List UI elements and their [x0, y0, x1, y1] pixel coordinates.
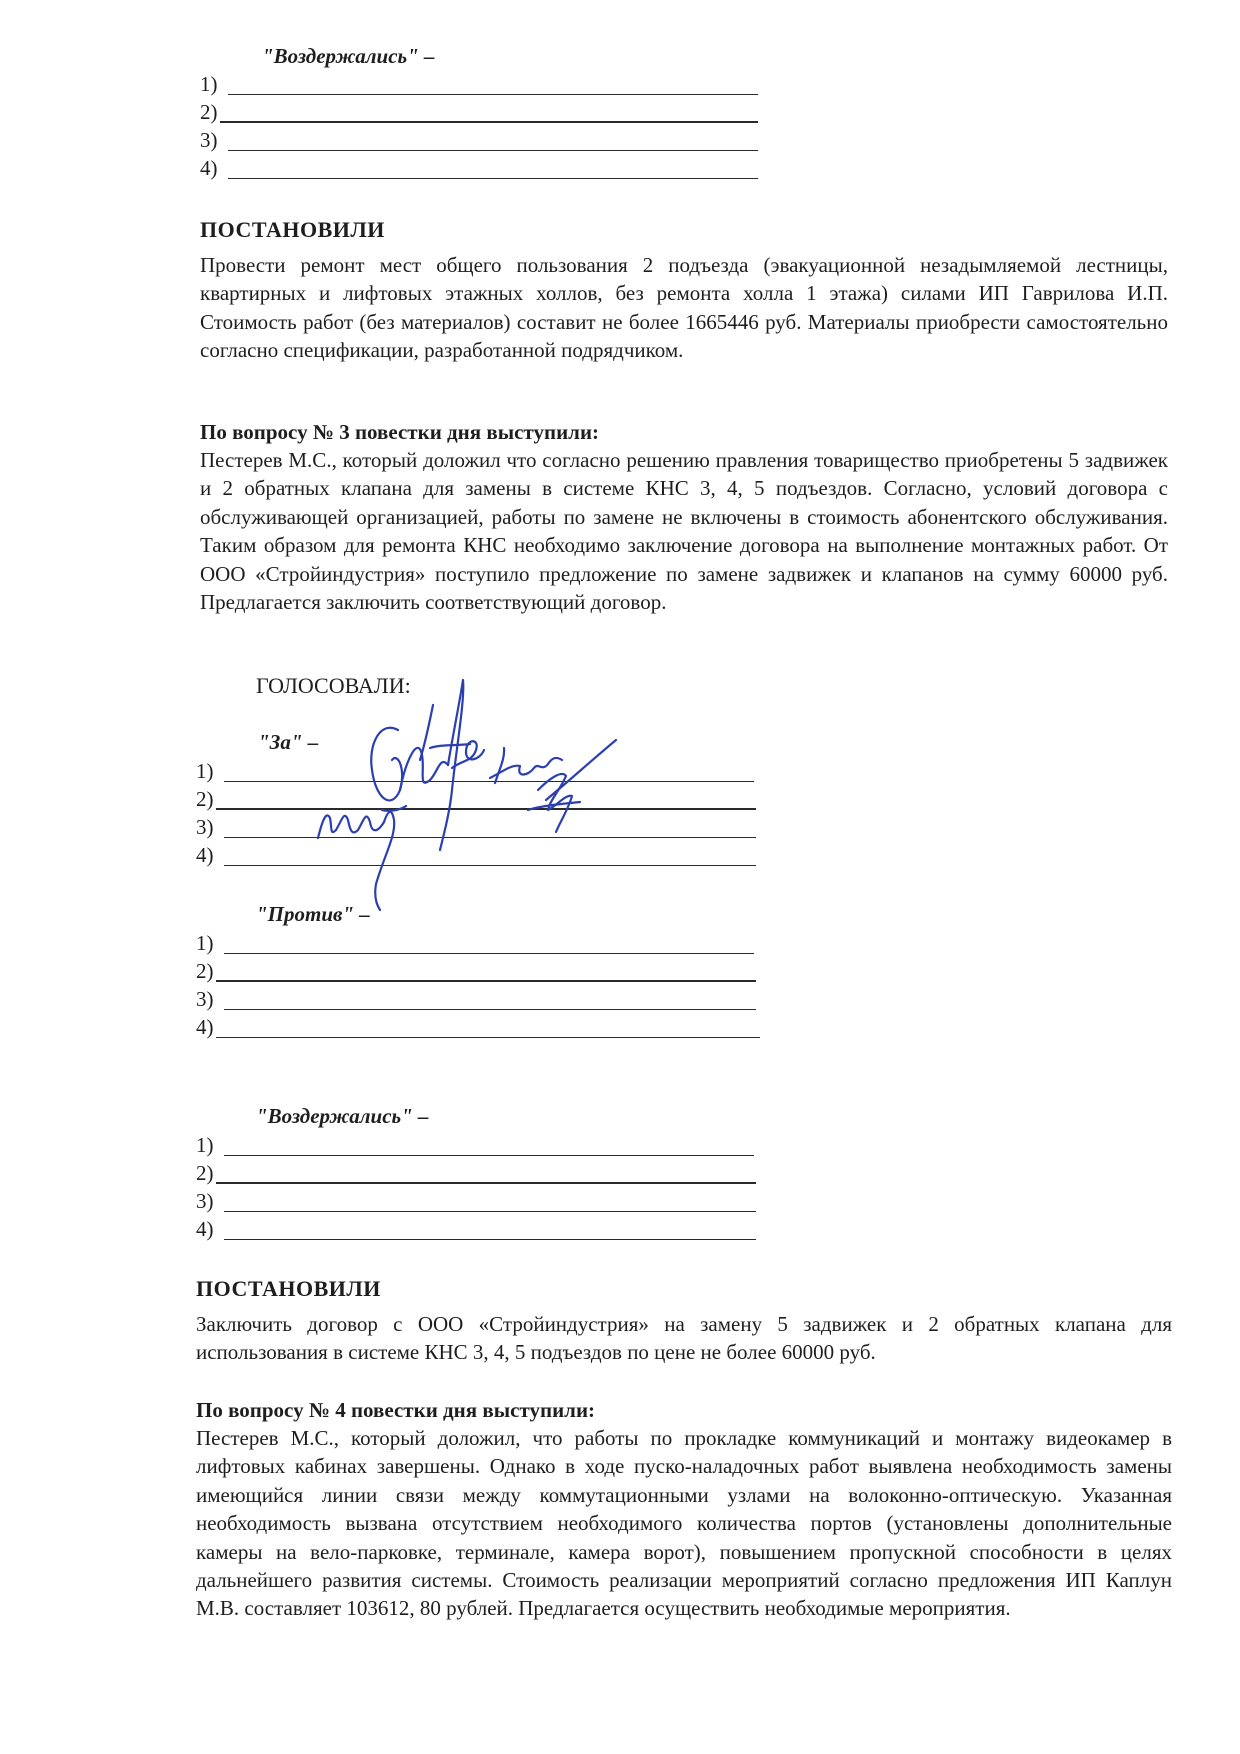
voting-title: ГОЛОСОВАЛИ:	[256, 673, 411, 698]
question-4-text: Пестерев М.С., который доложил, что работы по прокладке коммуникаций и монтажу видеокамер в лифтовых кабинах завершены. Однако в ходе пуско-наладочных работ выявлена необходимость замены имеющийся линии связи между коммутационными узлами на волоконно-оптическую. Указанная необходимость вызвана отсутствием необходимого количества портов (установлены дополнительные камеры на вело-парковке, терминале, камера ворот), повышением пропускной способности в целях дальнейшего развития системы. Стоимость реализации мероприятий согласно предложения ИП Каплун М.В. составляет 103612, 80 рублей. Предлагается осуществить необходимые мероприятия.	[196, 1426, 1172, 1621]
abstain-label-1: "Воздержались" –	[262, 44, 435, 68]
resolution-text-1: Провести ремонт мест общего пользования 2 подъезда (эвакуационной незадымляемой лестницы, квартирных и лифтовых этажных холлов, без ремонта холла 1 этажа) силами ИП Гаврилова И.П. Стоимость работ (без материалов) составит не более 1665446 руб. Материалы приобрести самостоятельно согласно спецификации, разработанной подрядчиком.	[200, 253, 1168, 363]
resolution-text-2: Заключить договор с ООО «Стройиндустрия» на замену 5 задвижек и 2 обратных клапана для использования в системе КНС 3, 4, 5 подъездов по цене не более 60000 руб.	[196, 1312, 1172, 1365]
resolution-heading-2: ПОСТАНОВИЛИ	[196, 1276, 381, 1301]
question-4-heading: По вопросу № 4 повестки дня выступили:	[196, 1398, 596, 1422]
abstain-label-2: "Воздержались" –	[256, 1104, 429, 1128]
against-label: "Против" –	[256, 902, 370, 926]
question-3-heading: По вопросу № 3 повестки дня выступили:	[200, 420, 600, 444]
for-label: "За" –	[258, 730, 319, 754]
signatures-image	[280, 660, 660, 940]
resolution-heading-1: ПОСТАНОВИЛИ	[200, 217, 385, 242]
question-3-text: Пестерев М.С., который доложил что согласно решению правления товарищество приобретены 5 задвижек и 2 обратных клапана для замены в системе КНС 3, 4, 5 подъездов. Согласно, условий договора с обслуживающей организацией, работы по замене не включены в стоимость абонентского обслуживания. Таким образом для ремонта КНС необходимо заключение договора на выполнение монтажных работ. От ООО «Стройиндустрия» поступило предложение по замене задвижек и клапанов на сумму 60000 руб. Предлагается заключить соответствующий договор.	[200, 448, 1168, 615]
